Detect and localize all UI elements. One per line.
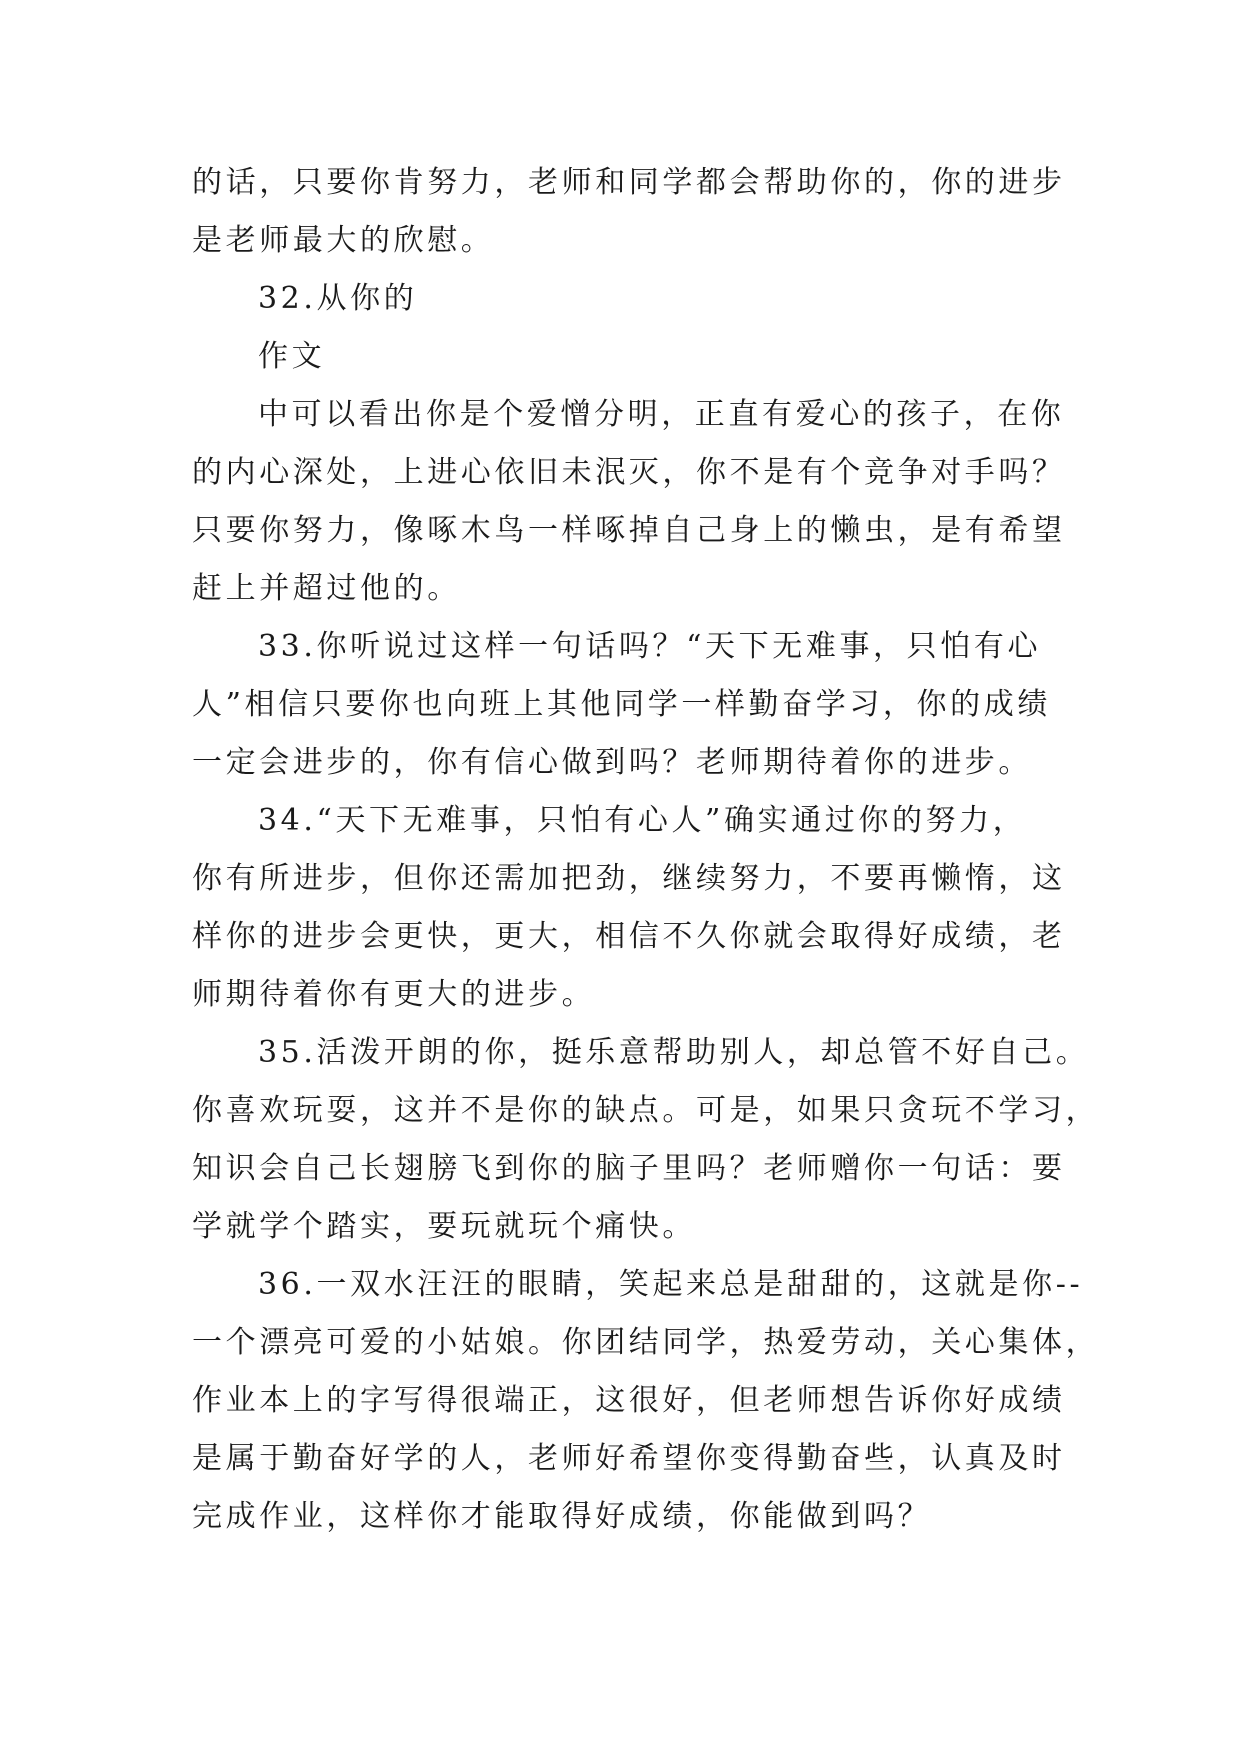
text-line: 你有所进步，但你还需加把劲，继续努力，不要再懒惰，这 bbox=[192, 861, 1066, 896]
text-line: 完成作业，这样你才能取得好成绩，你能做到吗？ bbox=[192, 1499, 932, 1534]
text-line: 作业本上的字写得很端正，这很好，但老师想告诉你好成绩 bbox=[192, 1383, 1066, 1418]
text-line: 一定会进步的，你有信心做到吗？老师期待着你的进步。 bbox=[192, 745, 1032, 780]
text-line: 33.你听说过这样一句话吗？“天下无难事，只怕有心 bbox=[258, 629, 1042, 664]
text-line: 赶上并超过他的。 bbox=[192, 571, 461, 606]
text-line: 35.活泼开朗的你，挺乐意帮助别人，却总管不好自己。 bbox=[258, 1035, 1090, 1070]
text-line: 师期待着你有更大的进步。 bbox=[192, 977, 596, 1012]
text-line: 36.一双水汪汪的眼睛，笑起来总是甜甜的，这就是你-- bbox=[258, 1267, 1084, 1302]
text-line: 你喜欢玩耍，这并不是你的缺点。可是，如果只贪玩不学习， bbox=[192, 1093, 1100, 1128]
text-line: 作文 bbox=[258, 339, 326, 374]
document-body bbox=[192, 154, 1100, 1546]
text-line: 样你的进步会更快，更大，相信不久你就会取得好成绩，老 bbox=[192, 919, 1066, 954]
text-line: 一个漂亮可爱的小姑娘。你团结同学，热爱劳动，关心集体， bbox=[192, 1325, 1100, 1360]
text-line: 是老师最大的欣慰。 bbox=[192, 223, 495, 258]
text-line: 知识会自己长翅膀飞到你的脑子里吗？老师赠你一句话：要 bbox=[192, 1151, 1066, 1186]
text-line: 的话，只要你肯努力，老师和同学都会帮助你的，你的进步 bbox=[192, 165, 1066, 200]
text-line: 的内心深处，上进心依旧未泯灭，你不是有个竞争对手吗？ bbox=[192, 455, 1066, 490]
text-line: 中可以看出你是个爱憎分明，正直有爱心的孩子，在你 bbox=[258, 397, 1065, 432]
text-line: 是属于勤奋好学的人，老师好希望你变得勤奋些，认真及时 bbox=[192, 1441, 1066, 1476]
text-line: 32.从你的 bbox=[258, 281, 418, 316]
text-line: 学就学个踏实，要玩就玩个痛快。 bbox=[192, 1209, 696, 1244]
text-line: 只要你努力，像啄木鸟一样啄掉自己身上的懒虫，是有希望 bbox=[192, 513, 1066, 548]
text-line: 人”相信只要你也向班上其他同学一样勤奋学习，你的成绩 bbox=[192, 687, 1051, 722]
text-line: 34.“天下无难事，只怕有心人”确实通过你的努力， bbox=[258, 803, 1027, 838]
